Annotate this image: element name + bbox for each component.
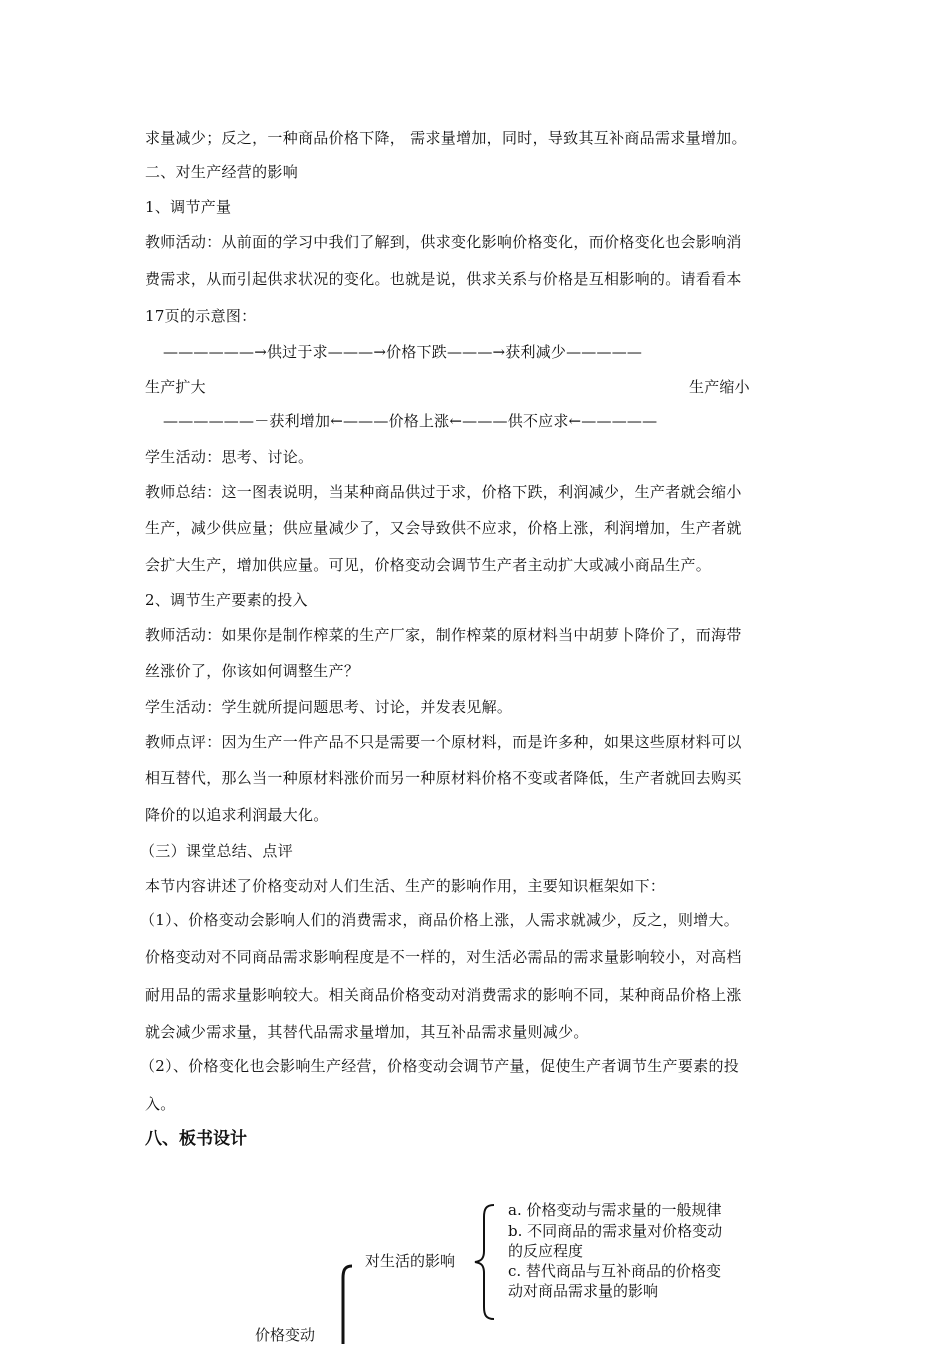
paragraph-line: 入。: [145, 1095, 176, 1113]
paragraph-line: 17页的示意图：: [145, 307, 257, 325]
paragraph-line: 价格变动对不同商品需求影响程度是不一样的，对生活必需品的需求量影响较小，对高档: [145, 948, 742, 966]
section-heading-board-design: 八、板书设计: [145, 1129, 247, 1149]
paragraph-line: 费需求，从而引起供求状况的变化。也就是说，供求关系与价格是互相影响的。请看看本: [145, 270, 742, 288]
flow-right-label: 生产缩小: [689, 378, 750, 396]
paragraph-line: 耐用品的需求量影响较大。相关商品价格变动对消费需求的影响不同，某种商品价格上涨: [145, 986, 742, 1004]
paragraph-line: 学生活动：思考、讨论。: [145, 448, 314, 466]
board-item-c-cont: 动对商品需求量的影响: [508, 1282, 659, 1300]
paragraph-line: 降价的以追求利润最大化。: [145, 806, 329, 824]
paragraph-line: 相互替代，那么当一种原材料涨价而另一种原材料价格不变或者降低，生产者就回去购买: [145, 769, 742, 787]
paragraph-line: 教师活动：如果你是制作榨菜的生产厂家，制作榨菜的原材料当中胡萝卜降价了，而海带: [145, 626, 742, 644]
flow-top-row: ——————→供过于求———→价格下跌———→获利减少—————: [163, 343, 643, 361]
left-brace-icon: [332, 1264, 356, 1344]
paragraph-line: （2）、价格变化也会影响生产经营，价格变动会调节产量，促使生产者调节生产要素的投: [140, 1057, 740, 1075]
paragraph-line: 教师活动：从前面的学习中我们了解到，供求变化影响价格变化，而价格变化也会影响消: [145, 233, 742, 251]
paragraph-line: 教师总结：这一图表说明，当某种商品供过于求，价格下跌，利润减少，生产者就会缩小: [145, 483, 742, 501]
section-title-summary: （三）课堂总结、点评: [140, 842, 294, 860]
flow-bottom-row: ——————－获利增加←———价格上涨←———供不应求←—————: [163, 412, 658, 430]
paragraph-line: 生产，减少供应量；供应量减少了，又会导致供不应求，价格上涨，利润增加，生产者就: [145, 519, 742, 537]
paragraph-line: 教师点评：因为生产一件产品不只是需要一个原材料，而是许多种，如果这些原材料可以: [145, 733, 742, 751]
subsection-title-output: 1、调节产量: [145, 198, 232, 216]
flow-left-label: 生产扩大: [145, 378, 206, 396]
paragraph-line: 会扩大生产，增加供应量。可见，价格变动会调节生产者主动扩大或减小商品生产。: [145, 556, 712, 574]
board-item-a: a. 价格变动与需求量的一般规律: [508, 1201, 722, 1219]
subsection-title-factors: 2、调节生产要素的投入: [145, 591, 308, 609]
section-title-production: 二、对生产经营的影响: [145, 163, 299, 181]
board-item-b: b. 不同商品的需求量对价格变动: [508, 1222, 723, 1240]
paragraph-line: 求量减少；反之，一种商品价格下降， 需求量增加，同时，导致其互补商品需求量增加。: [145, 129, 747, 147]
paragraph-line: 本节内容讲述了价格变动对人们生活、生产的影响作用，主要知识框架如下：: [145, 877, 666, 895]
board-item-b-cont: 的反应程度: [508, 1242, 584, 1260]
board-root-label: 价格变动: [255, 1326, 316, 1344]
paragraph-line: （1）、价格变动会影响人们的消费需求，商品价格上涨，人需求就减少，反之，则增大。: [140, 911, 740, 929]
right-brace-icon: [472, 1203, 498, 1321]
paragraph-line: 学生活动：学生就所提问题思考、讨论，并发表见解。: [145, 698, 513, 716]
paragraph-line: 就会减少需求量，其替代品需求量增加，其互补品需求量则减少。: [145, 1023, 589, 1041]
paragraph-line: 丝涨价了，你该如何调整生产？: [145, 662, 360, 680]
board-item-c: c. 替代商品与互补商品的价格变: [508, 1262, 721, 1280]
board-branch-label: 对生活的影响: [365, 1252, 456, 1270]
